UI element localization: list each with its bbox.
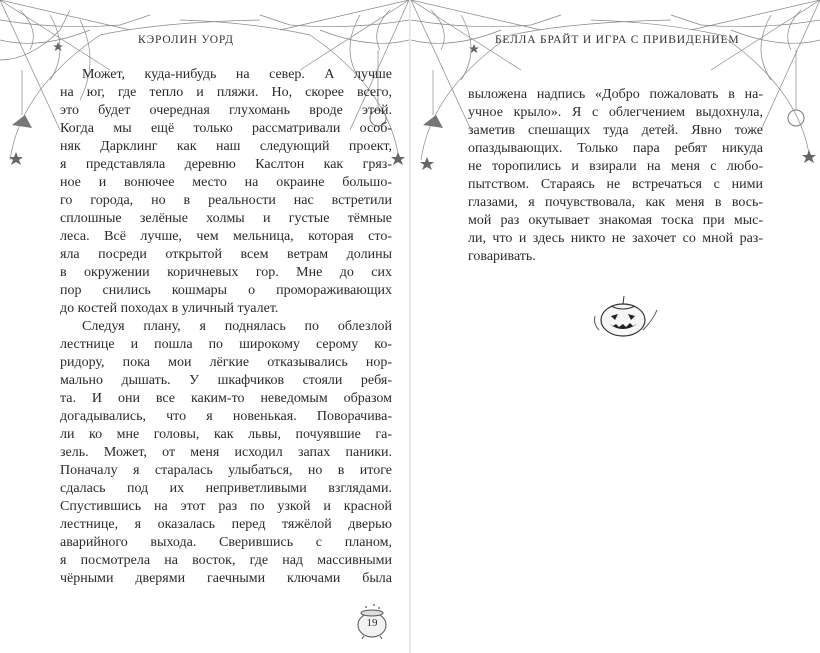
text-line: няк Дарклинг как наш следующий проект, — [60, 139, 392, 154]
body-text — [60, 66, 392, 588]
text-line: аварийного выхода. Сверившись с планом, — [60, 535, 392, 550]
text-line: пытством. Стараясь не встречаться с ними — [468, 177, 763, 192]
text-line: заметив спешащих туда детей. Явно тоже — [468, 123, 763, 138]
text-line: учное крыло». Я с облегчением выдохнула, — [468, 105, 763, 120]
text-line: это будет очередная глухомань вроде этой. — [60, 103, 392, 118]
text-line: до костей походах в уличный туалет. — [60, 301, 279, 316]
page-number-cauldron — [356, 603, 388, 639]
text-line: говаривать. — [468, 249, 536, 264]
paragraph — [60, 66, 392, 318]
text-line: мой раз окутывает знакомая тоска при мыс- — [468, 213, 763, 228]
running-header-title: БЕЛЛА БРАЙТ И ИГРА С ПРИВИДЕНИЕМ — [495, 34, 740, 46]
text-line: догадывались, что я новенькая. Поворачива- — [60, 409, 392, 424]
text-line: го города, но в реальности нас встретили — [60, 193, 392, 208]
text-line: лестнице и пошла по широкому серому ко- — [60, 337, 392, 352]
text-line: Поначалу я старалась улыбаться, но в итоге — [60, 463, 392, 478]
text-line: Следуя плану, я поднялась по облезлой — [82, 319, 392, 334]
text-line: та. И они все каким-то неведомым образом — [60, 391, 392, 406]
text-line: выложена надпись «Добро пожаловать в на- — [468, 87, 763, 102]
left-page — [0, 0, 409, 653]
right-page — [411, 0, 820, 653]
text-line: Может, куда-нибудь на север. А лучше — [82, 67, 392, 82]
paragraph — [468, 86, 763, 266]
paragraph — [60, 318, 392, 588]
text-line: чёрными дверями гаечными ключами была — [60, 571, 392, 586]
jack-o-lantern-icon — [591, 290, 661, 340]
text-line: я представляла деревню Каслтон как гряз- — [60, 157, 392, 172]
text-line: не торопились и взирали на меня с любо- — [468, 159, 763, 174]
text-line: яла посреди открытой всем ветрам долины — [60, 247, 392, 262]
text-line: зель. Может, от меня исходил запах паники. — [60, 445, 392, 460]
body-text — [468, 86, 763, 266]
page-number: 19 — [366, 617, 378, 629]
text-line: леса. Всё лучше, чем мельница, которая сто- — [60, 229, 392, 244]
text-line: мально дышать. У шкафчиков стояли ребя- — [60, 373, 392, 388]
text-line: глазами, я почувствовала, как меня в вось- — [468, 195, 763, 210]
text-line: ли, что и здесь никто не захочет со мной раз- — [468, 231, 763, 246]
running-header-author: КЭРОЛИН УОРД — [138, 34, 234, 46]
text-line: Когда мы ещё только рассматривали особ- — [60, 121, 392, 136]
text-line: в окружении коричневых гор. Мне до сих — [60, 265, 392, 280]
text-line: сплошные зелёные холмы и густые тёмные — [60, 211, 392, 226]
text-line: опаздывающих. Только пара ребят никуда — [468, 141, 763, 156]
text-line: сдалась под их неприветливыми взглядами. — [60, 481, 392, 496]
text-line: ли ко мне головы, как львы, почуявшие га- — [60, 427, 392, 442]
text-line: я посмотрела на восток, где над массивными — [60, 553, 392, 568]
text-line: ридору, пока мои лёгкие отказывались нор- — [60, 355, 392, 370]
text-line: на юг, где тепло и пляжи. Но, скорее всего, — [60, 85, 392, 100]
text-line: лестнице, я оказалась перед тяжёлой дверью — [60, 517, 392, 532]
text-line: пор снились кошмары о промораживающих — [60, 283, 392, 298]
text-line: ное и вонючее место на окраине большо- — [60, 175, 392, 190]
text-line: Спустившись на этот раз по узкой и красной — [60, 499, 392, 514]
